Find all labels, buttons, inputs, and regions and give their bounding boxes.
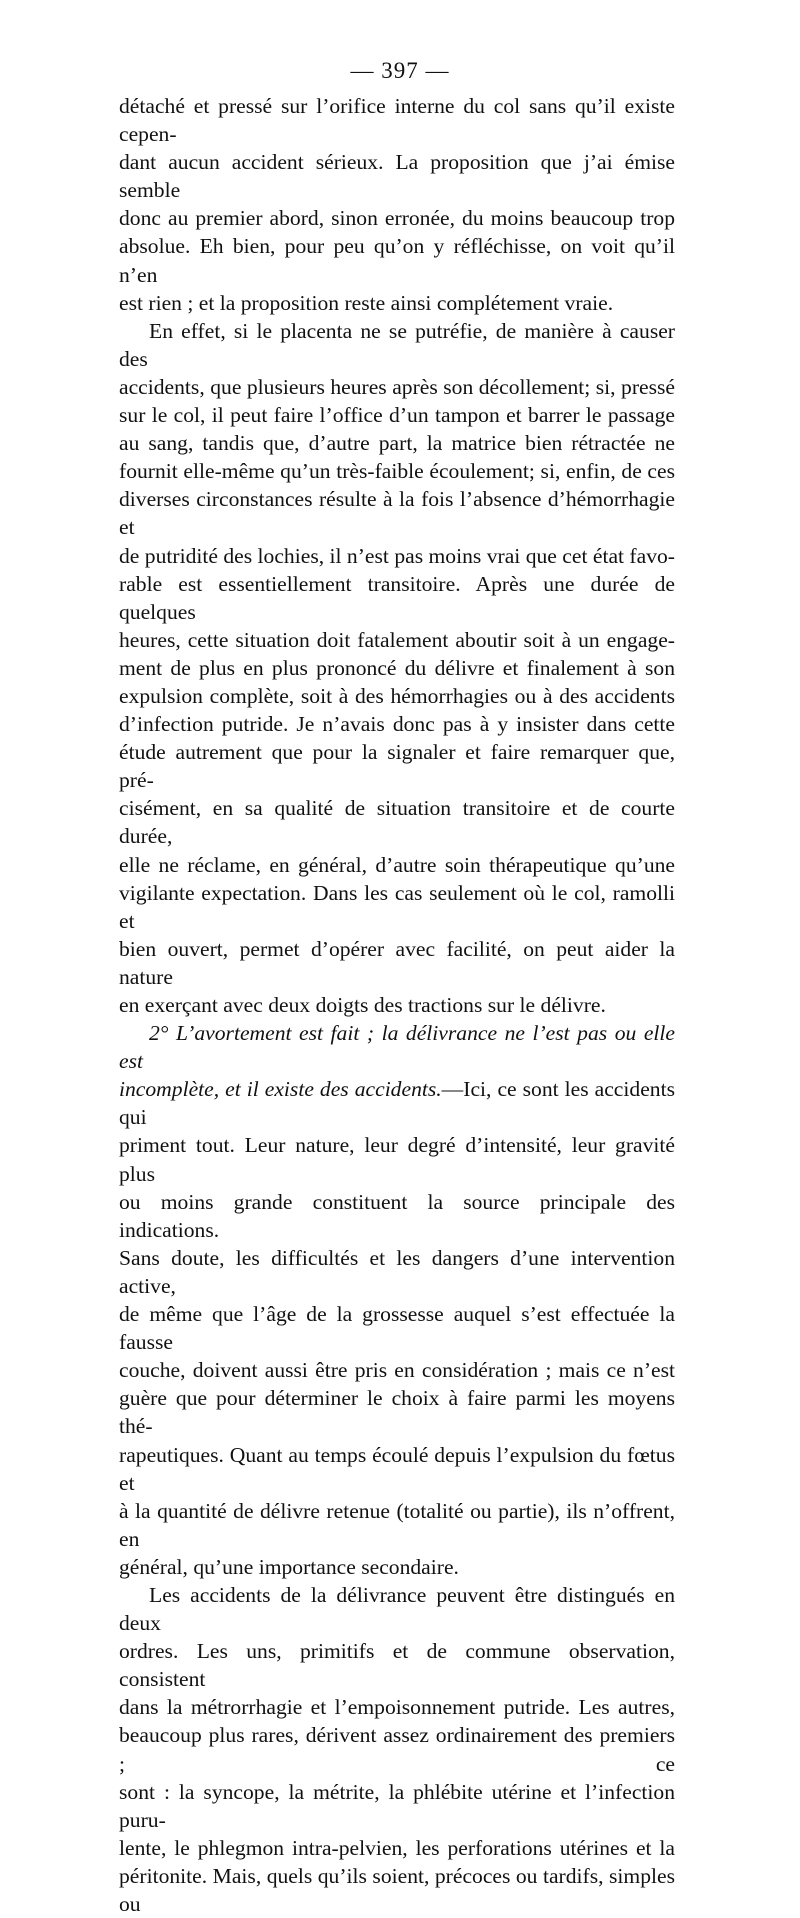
- paragraph-3: [119, 1019, 675, 1581]
- text-line: en exerçant avec deux doigts des tractions sur le délivre.: [119, 993, 606, 1017]
- text-line: d’infection putride. Je n’avais donc pas à y insister dans cette: [119, 712, 675, 737]
- text-line: général, qu’une importance secondaire.: [119, 1554, 459, 1579]
- page-number: — 397 —: [350, 58, 450, 83]
- text-line: est rien ; et la proposition reste ainsi complétement vraie.: [119, 290, 614, 315]
- text-line: expulsion complète, soit à des hémorrhagies ou à des accidents: [119, 683, 675, 708]
- text-line: donc au premier abord, sinon erronée, du moins beaucoup trop: [119, 206, 675, 231]
- text-line: sont : la syncope, la métrite, la phlébite utérine et l’infection puru-: [119, 1779, 675, 1832]
- paragraph-2: [119, 317, 675, 1019]
- text-line: Les accidents de la délivrance peuvent être distingués en deux: [119, 1582, 675, 1636]
- text-line: En effet, si le placenta ne se putréfie, de manière à causer des: [119, 318, 675, 371]
- text-line: cisément, en sa qualité de situation transitoire et de courte durée,: [119, 796, 675, 849]
- text-line: bien ouvert, permet d’opérer avec facilité, on peut aider la nature: [119, 936, 675, 989]
- text-line: sur le col, il peut faire l’office d’un tampon et barrer le passage: [119, 403, 675, 428]
- text-line: diverses circonstances résulte à la fois l’absence d’hémorrhagie et: [119, 487, 675, 540]
- text-line: elle ne réclame, en général, d’autre soin thérapeutique qu’une: [119, 852, 675, 877]
- text-span: —Ici, ce sont les accidents qui: [119, 1077, 675, 1130]
- section-heading-italic: 2° L’avortement est fait ; la délivrance ne l’est pas ou elle est: [119, 1021, 675, 1074]
- text-line: de putridité des lochies, il n’est pas moins vrai que cet état favo-: [119, 543, 675, 568]
- text-line: rapeutiques. Quant au temps écoulé depuis l’expulsion du fœtus et: [119, 1442, 675, 1495]
- text-line: heures, cette situation doit fatalement aboutir soit à un engage-: [119, 627, 675, 652]
- paragraph-1: [119, 92, 675, 317]
- text-line: ou moins grande constituent la source principale des indications.: [119, 1189, 675, 1242]
- paragraph-4: [119, 1581, 675, 1918]
- section-heading-italic-continued: incomplète, et il existe des accidents.: [119, 1077, 442, 1102]
- text-line: fournit elle-même qu’un très-faible écoulement; si, enfin, de ces: [119, 459, 675, 484]
- text-line: couche, doivent aussi être pris en considération ; mais ce n’est: [119, 1358, 675, 1383]
- text-line: à la quantité de délivre retenue (totalité ou partie), ils n’offrent, en: [119, 1498, 675, 1551]
- text-line: ordres. Les uns, primitifs et de commune observation, consistent: [119, 1639, 675, 1692]
- text-line: de même que l’âge de la grossesse auquel s’est effectuée la fausse: [119, 1302, 675, 1355]
- text-line: étude autrement que pour la signaler et faire remarquer que, pré-: [119, 740, 675, 793]
- text-line: guère que pour déterminer le choix à faire parmi les moyens thé-: [119, 1386, 675, 1439]
- text-line: détaché et pressé sur l’orifice interne du col sans qu’il existe cepen-: [119, 94, 675, 147]
- text-line: accidents, que plusieurs heures après son décollement; si, pressé: [119, 374, 675, 399]
- text-line: péritonite. Mais, quels qu’ils soient, précoces ou tardifs, simples ou: [119, 1863, 675, 1916]
- text-line: priment tout. Leur nature, leur degré d’intensité, leur gravité plus: [119, 1133, 675, 1186]
- text-line: [119, 1075, 675, 1131]
- text-line: absolue. Eh bien, pour peu qu’on y réfléchisse, on voit qu’il n’en: [119, 234, 675, 287]
- text-line: lente, le phlegmon intra-pelvien, les perforations utérines et la: [119, 1835, 675, 1860]
- text-line: dant aucun accident sérieux. La proposition que j’ai émise semble: [119, 150, 675, 203]
- text-line: dans la métrorrhagie et l’empoisonnement putride. Les autres,: [119, 1695, 675, 1720]
- text-line: rable est essentiellement transitoire. Après une durée de quelques: [119, 571, 675, 624]
- text-line: ment de plus en plus prononcé du délivre et finalement à son: [119, 655, 675, 680]
- text-line: au sang, tandis que, d’autre part, la matrice bien rétractée ne: [119, 431, 675, 456]
- text-line: [119, 1019, 675, 1075]
- body-text: [119, 92, 675, 1918]
- text-line: Sans doute, les difficultés et les dangers d’une intervention active,: [119, 1245, 675, 1298]
- text-line: beaucoup plus rares, dérivent assez ordinairement des premiers ; ce: [119, 1723, 675, 1776]
- text-line: vigilante expectation. Dans les cas seulement où le col, ramolli et: [119, 880, 675, 933]
